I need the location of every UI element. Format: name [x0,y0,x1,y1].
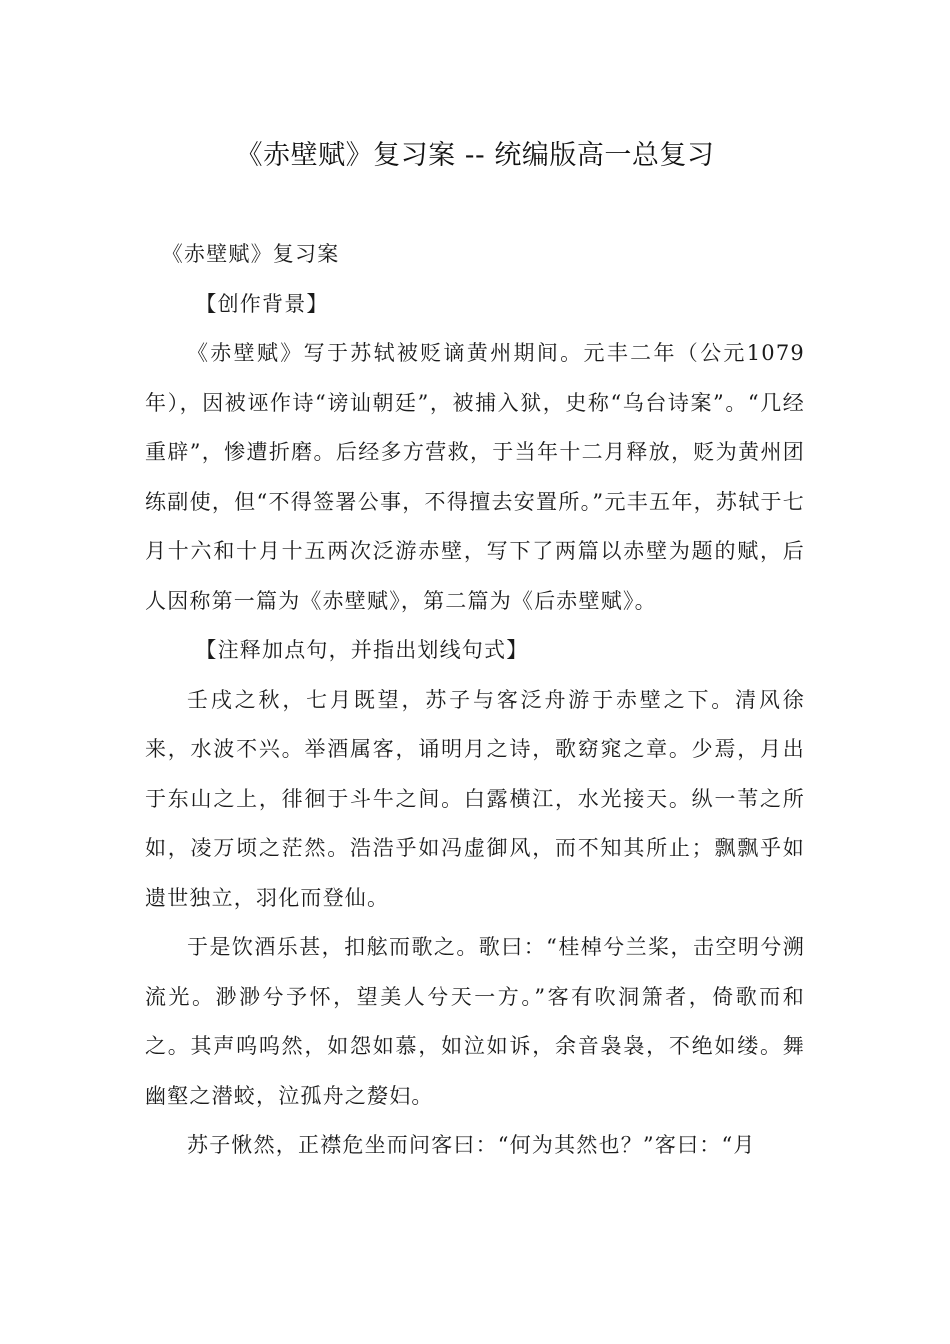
text-paragraph-1: 壬戌之秋，七月既望，苏子与客泛舟游于赤壁之下。清风徐来，水波不兴。举酒属客，诵明月之诗，歌窈窕之章。少焉，月出于东山之上，徘徊于斗牛之间。白露横江，水光接天。纵一苇之所如，凌万顷之茫然。浩浩乎如冯虚御风，而不知其所止；飘飘乎如遗世独立，羽化而登仙。 [145,687,805,910]
background-paragraph: 《赤壁赋》写于苏轼被贬谪黄州期间。元丰二年（公元1079年），因被诬作诗“谤讪朝廷”，被捕入狱，史称“乌台诗案”。“几经重辟”，惨遭折磨。后经多方营救，于当年十二月释放，贬为黄州团练副使，但“不得签署公事，不得擅去安置所。”元丰五年，苏轼于七月十六和十月十五两次泛游赤壁，写下了两篇以赤壁为题的赋，后人因称第一篇为《赤壁赋》，第二篇为《后赤壁赋》。 [145,341,805,613]
document-subtitle: 《赤壁赋》复习案 [161,242,340,266]
document-body [145,230,805,1171]
text-paragraph-2: 于是饮酒乐甚，扣舷而歌之。歌曰：“桂棹兮兰桨，击空明兮溯流光。渺渺兮予怀，望美人兮天一方。”客有吹洞箫者，倚歌而和之。其声呜呜然，如怨如慕，如泣如诉，余音袅袅，不绝如缕。舞幽壑之潜蛟，泣孤舟之嫠妇。 [145,935,805,1108]
text-paragraph-3: 苏子愀然，正襟危坐而问客曰：“何为其然也？”客曰：“月 [187,1133,756,1157]
page-title: 《赤壁赋》复习案 -- 统编版高一总复习 [235,140,715,171]
section-heading-background: 【创作背景】 [195,291,329,316]
section-heading-annotation: 【注释加点句，并指出划线句式】 [195,638,529,662]
